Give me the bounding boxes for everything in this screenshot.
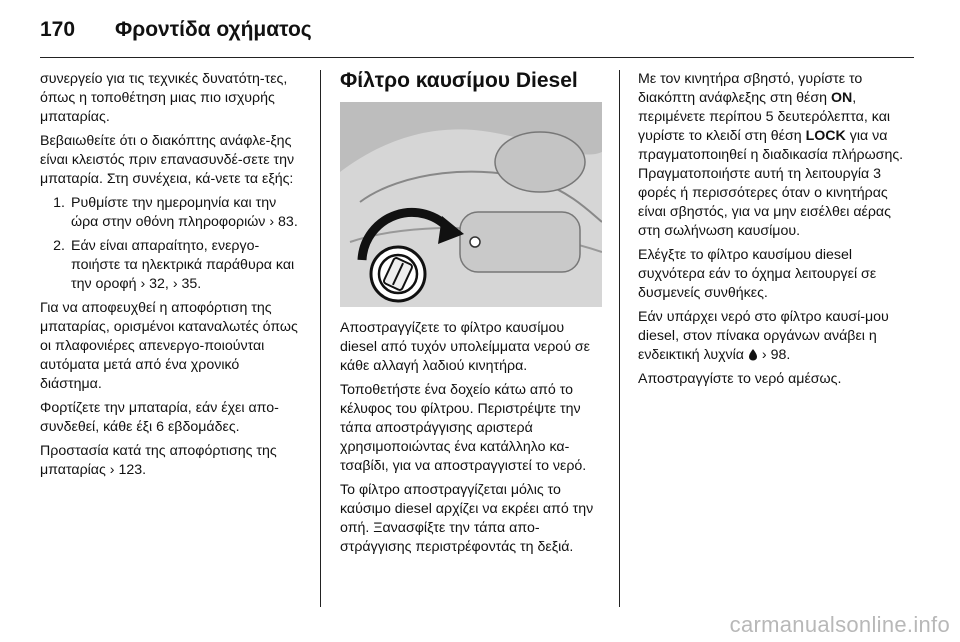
page-ref: 32, xyxy=(149,276,169,292)
paragraph: Το φίλτρο αποστραγγίζεται μόλις το καύσιμο diesel αρχίζει να εκρέει από την οπή. Ξανασφίξτε την τάπα απο-στράγγισης περιστρέφοντάς τη δεξιά. xyxy=(340,482,594,555)
page-ref-arrow-icon: › xyxy=(109,462,115,478)
ignition-on-label: ON xyxy=(830,90,853,106)
section-title: Φίλτρο καυσίμου Diesel xyxy=(340,69,578,92)
page-ref-arrow-icon: › xyxy=(269,214,275,230)
column-left xyxy=(40,70,305,485)
paragraph xyxy=(40,442,305,480)
page-ref-arrow-icon: › xyxy=(140,276,146,292)
paragraph-text: για να πραγματοποιηθεί η διαδικασία πλήρωσης. Πραγματοποιήστε αυτή τη λειτουργία 3 φορές ή περισσότερες όταν ο κινητήρας είναι σβηστός, για να μην εισέλθει αέρας στη σωλήνωση καυσίμου. xyxy=(638,128,904,239)
paragraph: Τοποθετήστε ένα δοχείο κάτω από το κέλυφος του φίλτρου. Περιστρέψτε την τάπα αποστράγγισης αριστερά χρησιμοποιώντας ένα κατάλληλο κα-τσαβίδι, για να αποστραγγιστεί το νερό. xyxy=(340,382,587,474)
column-divider xyxy=(320,70,321,607)
paragraph: Αποστραγγίστε το νερό αμέσως. xyxy=(638,371,842,387)
paragraph-text: Εάν υπάρχει νερό στο φίλτρο καυσί-μου diesel, στον πίνακα οργάνων ανάβει η ενδεικτική λυχνία xyxy=(638,309,889,363)
fuel-filter-drawing xyxy=(340,102,602,307)
page-title: Φροντίδα οχήματος xyxy=(115,18,312,41)
ignition-lock-label: LOCK xyxy=(805,128,846,144)
column-middle xyxy=(340,70,602,562)
paragraph xyxy=(638,308,914,365)
page-ref: 123. xyxy=(118,462,147,478)
paragraph: Αποστραγγίζετε το φίλτρο καυσίμου diesel από τυχόν υπολείμματα νερού σε κάθε αλλαγή λαδιού κινητήρα. xyxy=(340,320,590,374)
page-ref-arrow-icon: › xyxy=(172,276,178,292)
water-in-fuel-warning-icon xyxy=(748,348,758,361)
page-number: 170 xyxy=(40,18,76,41)
paragraph: συνεργείο για τις τεχνικές δυνατότη-τες, όπως η τοποθέτηση μιας πιο ισχυρής μπαταρίας. xyxy=(40,71,288,125)
steps-list xyxy=(40,194,305,294)
watermark: carmanualsonline.info xyxy=(729,612,950,637)
page-ref: 35. xyxy=(181,276,202,292)
paragraph-text: Με τον κινητήρα σβηστό, γυρίστε το διακόπτη ανάφλεξης στη θέση xyxy=(638,71,863,106)
step-text: Εάν είναι απαραίτητο, ενεργο-ποιήστε τα ηλεκτρικά παράθυρα και την οροφή xyxy=(71,238,295,292)
paragraph-text: Προστασία κατά της αποφόρτισης της μπαταρίας xyxy=(40,443,277,478)
header-rule xyxy=(40,57,914,58)
paragraph: Φορτίζετε την μπαταρία, εάν έχει απο-συνδεθεί, κάθε έξι 6 εβδομάδες. xyxy=(40,400,279,435)
page-ref: 83. xyxy=(278,214,298,230)
paragraph: Ελέγξτε το φίλτρο καυσίμου diesel συχνότερα εάν το όχημα λειτουργεί σε δυσμενείς συνθήκες. xyxy=(638,247,877,301)
paragraph: Βεβαιωθείτε ότι ο διακόπτης ανάφλε-ξης είναι κλειστός πριν επανασυνδέ-σετε την μπαταρία. Στη συνέχεια, κά-νετε τα εξής: xyxy=(40,133,295,187)
step-number: 1. xyxy=(53,195,65,211)
step-text: Ρυθμίστε την ημερομηνία και την ώρα στην οθόνη πληροφοριών xyxy=(71,195,277,230)
list-item xyxy=(40,237,305,294)
column-divider xyxy=(619,70,620,607)
paragraph xyxy=(638,70,914,241)
paragraph: Για να αποφευχθεί η αποφόρτιση της μπαταρίας, ορισμένοι καταναλωτές όπως οι πλαφονιέρες απενεργο-ποιούνται αυτόματα μετά από ένα χρονικό διάστημα. xyxy=(40,300,298,392)
page-header xyxy=(40,18,312,48)
paragraph-text: , περιμένετε περίπου 5 δευτερόλεπτα, και γυρίστε το κλειδί στη θέση xyxy=(638,90,891,144)
page-ref-arrow-icon: › xyxy=(761,347,767,363)
step-number: 2. xyxy=(53,238,65,254)
column-right xyxy=(638,70,914,394)
fuel-filter-drain-illustration xyxy=(340,102,602,307)
list-item xyxy=(40,194,305,232)
page-ref: 98. xyxy=(770,347,791,363)
